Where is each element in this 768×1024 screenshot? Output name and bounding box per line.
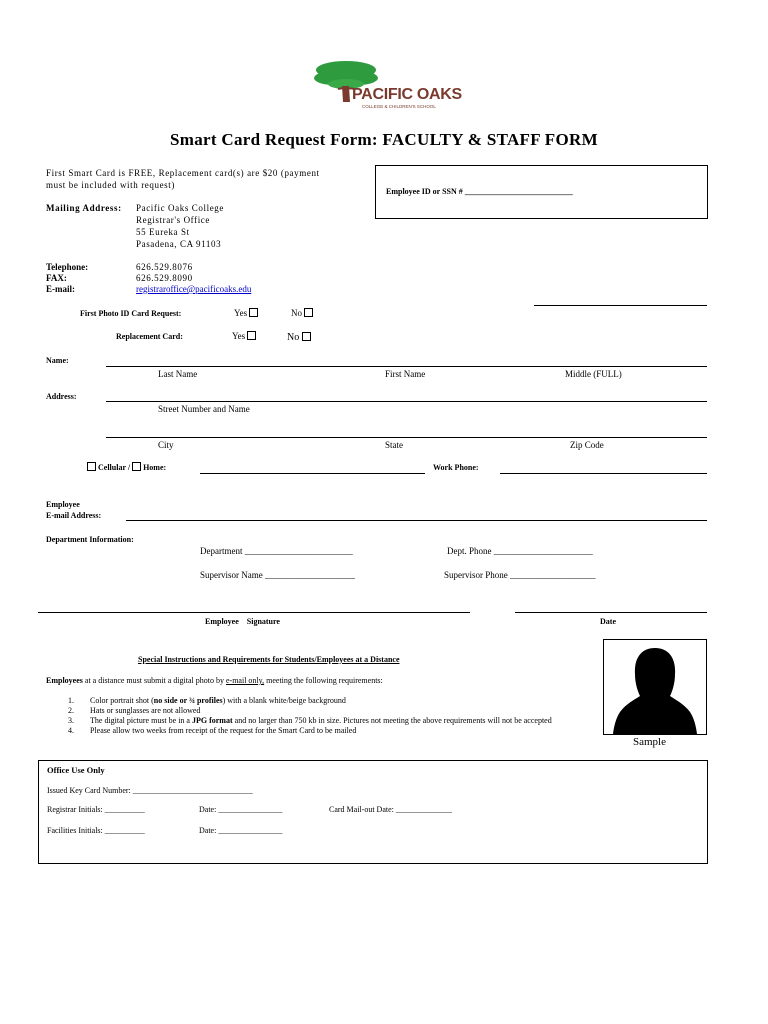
employee-id-field[interactable]: Employee ID or SSN # ___________________________ <box>386 187 573 196</box>
telephone-value: 626.529.8076 <box>136 262 193 272</box>
employee-email-label-2: E-mail Address: <box>46 511 102 520</box>
email-label: E-mail: <box>46 284 75 294</box>
home-label: Home: <box>143 463 167 472</box>
email-link[interactable]: registraroffice@pacificoaks.edu <box>136 284 252 294</box>
requirement-text: Color portrait shot ( <box>90 696 154 705</box>
street-caption: Street Number and Name <box>158 404 250 414</box>
photo-request-label: First Photo ID Card Request: <box>80 309 182 318</box>
person-silhouette-icon <box>604 640 706 734</box>
right-blank-line <box>534 305 707 306</box>
replacement-no[interactable] <box>287 332 311 343</box>
lead-mid: at a distance must submit a digital photo by <box>82 676 226 685</box>
cellular-checkbox[interactable] <box>87 462 96 471</box>
replacement-yes[interactable] <box>232 331 256 341</box>
mailing-line-3: 55 Eureka St <box>136 227 190 237</box>
requirement-number: 3. <box>68 716 74 725</box>
requirement-bold: no side or ¾ profiles <box>153 696 223 705</box>
employee-email-label-1: Employee <box>46 500 80 509</box>
sample-photo-box <box>603 639 707 735</box>
city-input-line[interactable] <box>106 437 707 438</box>
special-instructions-lead <box>46 676 383 685</box>
employee-id-box <box>375 165 708 219</box>
middle-name-caption: Middle (FULL) <box>565 369 622 379</box>
name-label: Name: <box>46 356 69 365</box>
key-card-field[interactable]: Issued Key Card Number: ______________________________ <box>47 786 253 795</box>
requirement-text: Hats or sunglasses are not allowed <box>90 706 201 715</box>
department-field[interactable]: Department ________________________ <box>200 546 353 556</box>
mailing-line-4: Pasadena, CA 91103 <box>136 239 222 249</box>
employee-email-input-line[interactable] <box>126 520 707 521</box>
replacement-yes-label: Yes <box>232 331 246 341</box>
photo-request-no-checkbox[interactable] <box>304 308 313 317</box>
requirement-number: 4. <box>68 726 74 735</box>
signature-line[interactable] <box>38 612 470 613</box>
street-input-line[interactable] <box>106 401 707 402</box>
replacement-no-label: No <box>287 332 300 343</box>
telephone-label: Telephone: <box>46 262 89 272</box>
lead-link: e-mail only, <box>225 676 265 685</box>
requirement-item <box>68 706 568 716</box>
zip-caption: Zip Code <box>570 440 604 450</box>
dept-phone-field[interactable]: Dept. Phone ______________________ <box>447 546 593 556</box>
requirements-list <box>68 696 568 736</box>
logo <box>312 58 462 110</box>
requirement-item <box>68 696 568 706</box>
office-use-box <box>38 760 708 864</box>
facilities-date-field[interactable]: Date: ________________ <box>199 826 283 835</box>
requirement-text: Please allow two weeks from receipt of the request for the Smart Card to be mailed <box>90 726 357 735</box>
name-input-line[interactable] <box>106 366 707 367</box>
mailing-line-2: Registrar's Office <box>136 215 210 225</box>
page-title: Smart Card Request Form: FACULTY & STAFF FORM <box>170 130 598 149</box>
work-phone-label: Work Phone: <box>433 463 479 472</box>
state-caption: State <box>385 440 403 450</box>
requirement-item <box>68 716 568 726</box>
work-phone-input-line[interactable] <box>500 473 707 474</box>
requirement-number: 1. <box>68 696 74 705</box>
office-use-title: Office Use Only <box>47 765 105 775</box>
date-caption: Date <box>600 617 616 626</box>
photo-request-no-label: No <box>291 308 302 318</box>
cell-home-input-line[interactable] <box>200 473 425 474</box>
requirement-number: 2. <box>68 706 74 715</box>
registrar-initials-field[interactable]: Registrar Initials: __________ <box>47 805 145 814</box>
lead-bold: Employees <box>46 676 83 685</box>
intro-line-2: must be included with request) <box>46 180 175 190</box>
replacement-yes-checkbox[interactable] <box>247 331 256 340</box>
mailing-line-1: Pacific Oaks College <box>136 203 224 213</box>
intro-line-1: First Smart Card is FREE, Replacement card(s) are $20 (payment <box>46 168 320 178</box>
mailing-address-label: Mailing Address: <box>46 203 122 213</box>
sample-caption: Sample <box>633 736 666 748</box>
department-info-label: Department Information: <box>46 535 134 544</box>
requirement-text-end: ) with a blank white/beige background <box>222 696 346 705</box>
lead-end: meeting the following requirements: <box>264 676 383 685</box>
logo-name: PACIFIC OAKS <box>352 86 462 103</box>
home-checkbox[interactable] <box>132 462 141 471</box>
requirement-bold: JPG format <box>191 716 233 725</box>
requirement-text-end: and no larger than 750 kb in size. Pictures not meeting the above requirements will not be accepted <box>232 716 552 725</box>
photo-request-no[interactable] <box>291 308 313 318</box>
first-name-caption: First Name <box>385 369 426 379</box>
photo-request-yes-checkbox[interactable] <box>249 308 258 317</box>
replacement-label: Replacement Card: <box>116 332 183 341</box>
card-mailout-field[interactable]: Card Mail-out Date: ______________ <box>329 805 452 814</box>
photo-request-yes-label: Yes <box>234 308 248 318</box>
requirement-item <box>68 726 568 736</box>
fax-label: FAX: <box>46 273 67 283</box>
replacement-no-checkbox[interactable] <box>302 332 311 341</box>
facilities-initials-field[interactable]: Facilities Initials: __________ <box>47 826 145 835</box>
registrar-date-field[interactable]: Date: ________________ <box>199 805 283 814</box>
photo-request-yes[interactable] <box>234 308 258 318</box>
city-caption: City <box>158 440 174 450</box>
address-label: Address: <box>46 392 77 401</box>
supervisor-name-field[interactable]: Supervisor Name ____________________ <box>200 570 355 580</box>
last-name-caption: Last Name <box>158 369 198 379</box>
requirement-text: The digital picture must be in a <box>90 716 192 725</box>
supervisor-phone-field[interactable]: Supervisor Phone ___________________ <box>444 570 596 580</box>
fax-value: 626.529.8090 <box>136 273 193 283</box>
cellular-home-row <box>87 462 166 472</box>
special-instructions-heading: Special Instructions and Requirements for Students/Employees at a Distance <box>138 655 400 664</box>
logo-tagline: COLLEGE & CHILDREN'S SCHOOL <box>362 104 436 109</box>
cellular-label: Cellular / <box>98 463 131 472</box>
signature-caption: Employee Signature <box>205 617 280 626</box>
date-line[interactable] <box>515 612 707 613</box>
